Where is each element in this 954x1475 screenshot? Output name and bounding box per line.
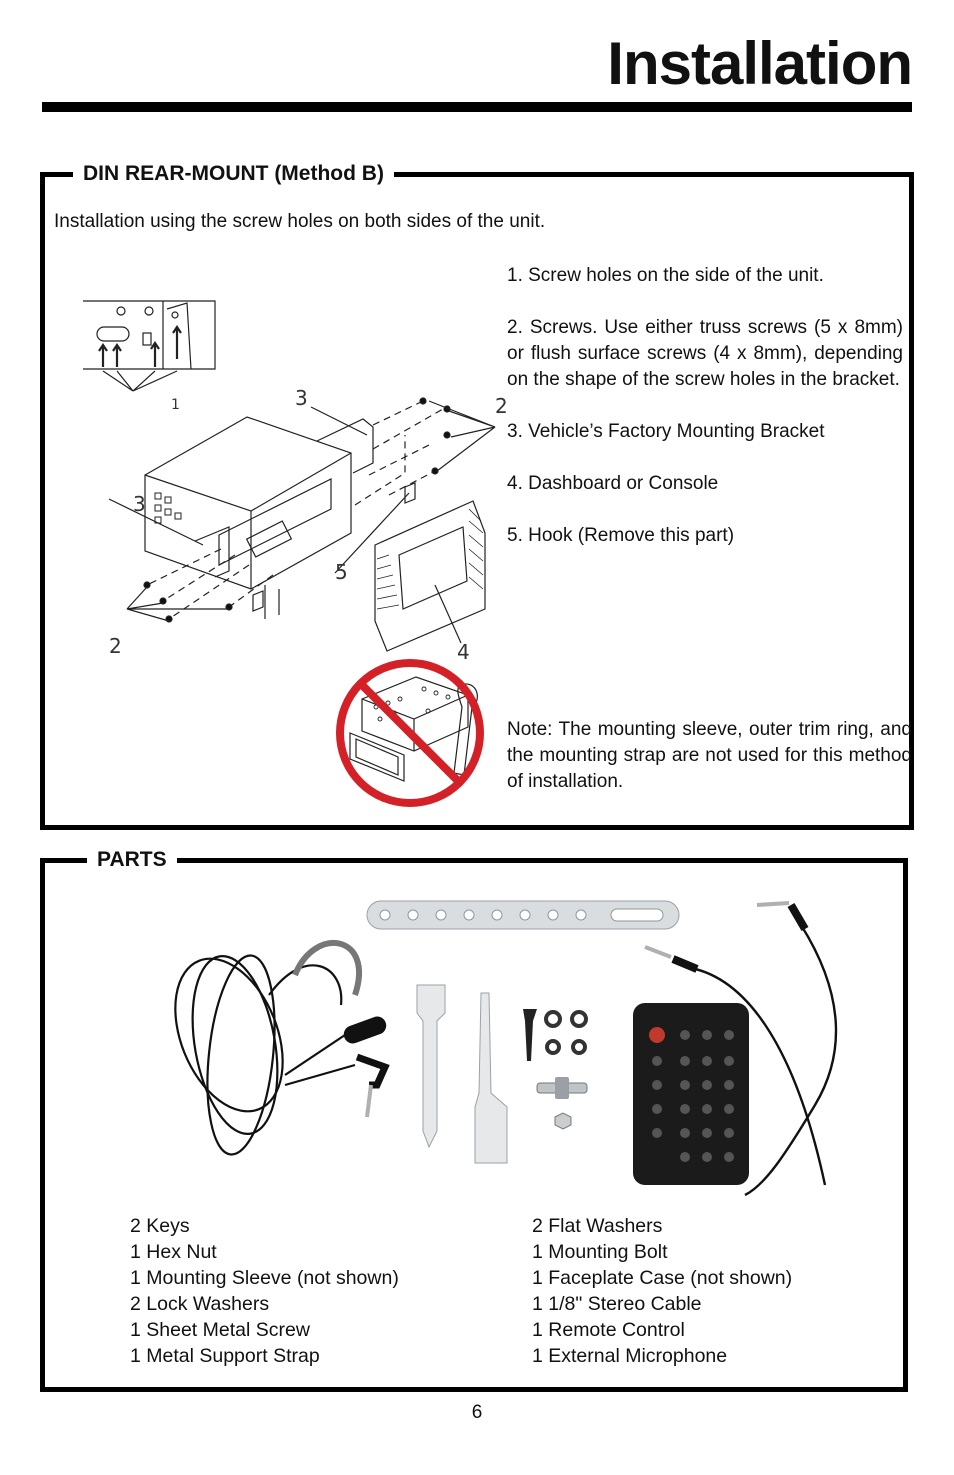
step-list (507, 263, 903, 575)
microphone-icon (155, 943, 359, 1158)
list-item: 1 Faceplate Case (not shown) (532, 1267, 793, 1289)
step-item: 4. Dashboard or Console (507, 473, 719, 494)
list-item: 1 Mounting Bolt (532, 1241, 668, 1263)
list-item: 1 1/8" Stereo Cable (532, 1293, 702, 1315)
list-item: 1 Hex Nut (130, 1241, 217, 1263)
remote-control-icon (633, 1003, 749, 1185)
din-rear-mount-box (40, 162, 914, 830)
parts-photo (145, 885, 845, 1205)
callout-3-left: 3 (133, 492, 146, 516)
prohibited-parts-icon (332, 655, 492, 811)
step-item: 3. Vehicle’s Factory Mounting Bracket (507, 421, 825, 442)
list-item: 1 Sheet Metal Screw (130, 1319, 310, 1341)
section-heading-parts: PARTS (87, 847, 177, 873)
installation-note: Note: The mounting sleeve, outer trim ring, and the mounting strap are not used for this method of installation. (507, 719, 912, 792)
page-number: 6 (471, 1402, 483, 1423)
callout-5: 5 (335, 560, 348, 584)
key-icon (417, 985, 507, 1163)
list-item: 1 Metal Support Strap (130, 1345, 320, 1367)
parts-list-right (532, 1213, 792, 1369)
step-item: 2. Screws. Use either truss screws (5 x 8mm) or flush surface screws (4 x 8mm), depending on the shape of the screw holes in the bracket. (507, 317, 903, 390)
list-item: 2 Flat Washers (532, 1215, 663, 1237)
list-item: 2 Keys (130, 1215, 190, 1237)
step-item: 1. Screw holes on the side of the unit. (507, 265, 824, 286)
metal-strap-icon (367, 901, 679, 929)
hardware-icon (523, 1009, 587, 1129)
parts-box (40, 848, 908, 1392)
list-item: 1 Remote Control (532, 1319, 685, 1341)
callout-3-top: 3 (295, 386, 308, 410)
list-item: 2 Lock Washers (130, 1293, 270, 1315)
callout-4: 4 (457, 640, 470, 664)
section-heading-din-rear-mount: DIN REAR-MOUNT (Method B) (73, 161, 394, 187)
step-item: 5. Hook (Remove this part) (507, 525, 735, 546)
page-title: Installation (607, 30, 912, 97)
intro-text: Installation using the screw holes on both sides of the unit. (54, 211, 546, 232)
callout-1: 1 (171, 397, 180, 413)
title-rule (42, 102, 912, 112)
callout-2-bottom: 2 (109, 634, 122, 658)
parts-list-left (130, 1213, 399, 1369)
installation-diagram (59, 289, 508, 664)
list-item: 1 External Microphone (532, 1345, 728, 1367)
list-item: 1 Mounting Sleeve (not shown) (130, 1267, 399, 1289)
callout-2-top: 2 (495, 394, 508, 418)
